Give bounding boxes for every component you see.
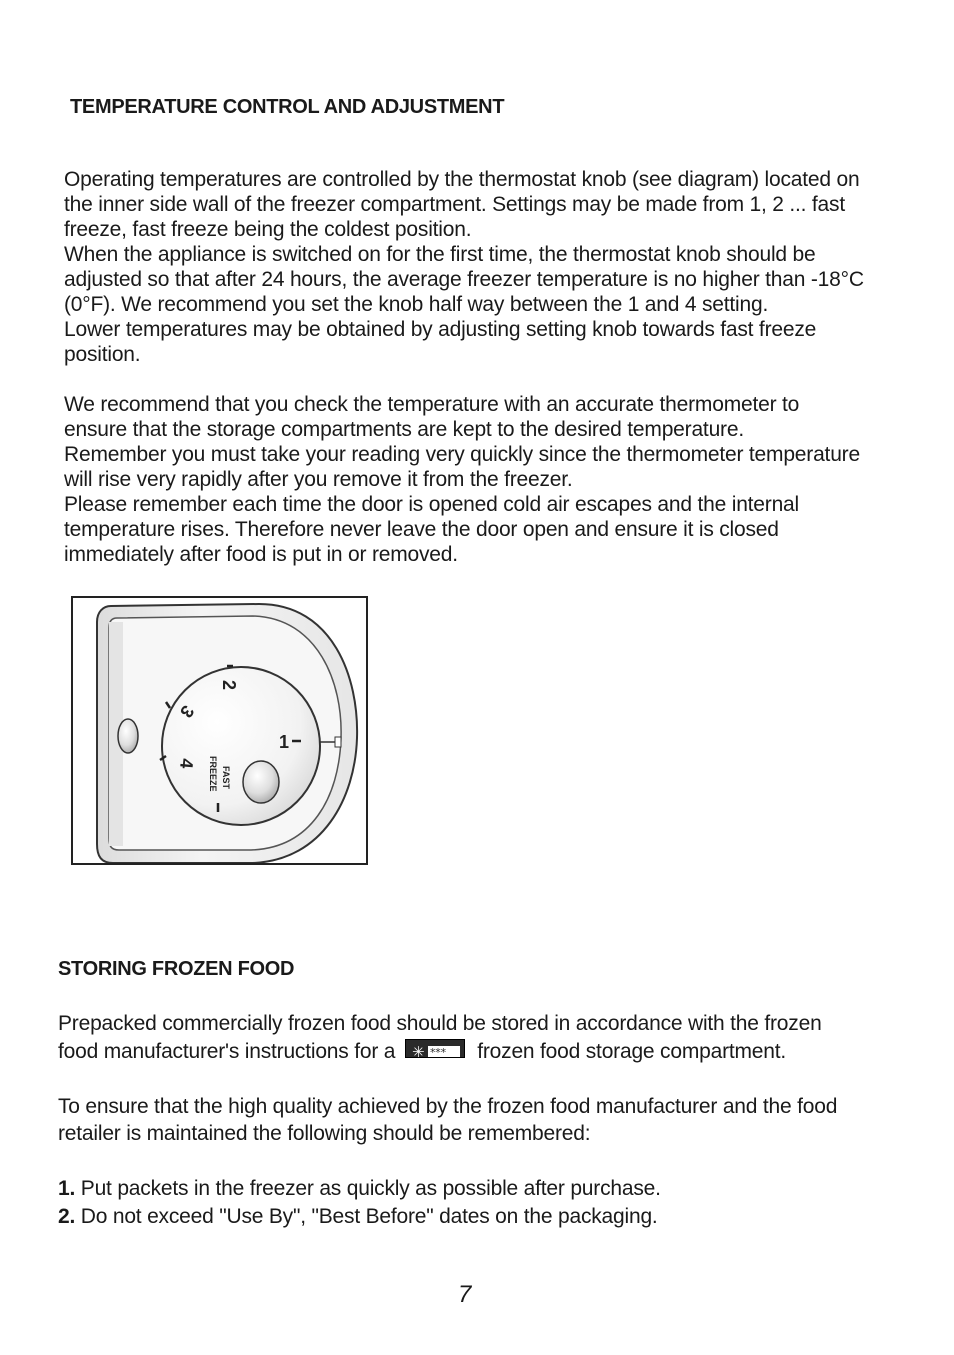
dial-label-3: 3 bbox=[175, 701, 199, 722]
four-star-freezer-icon bbox=[405, 1039, 465, 1058]
indicator-light bbox=[118, 719, 138, 753]
dial-label-fast: FAST bbox=[221, 766, 231, 790]
svg-text:***: *** bbox=[430, 1045, 447, 1059]
list-item bbox=[58, 1175, 858, 1203]
paragraph: Remember you must take your reading very quickly since the thermometer temperature will rise very rapidly after you remove it from the freezer. bbox=[64, 443, 860, 491]
intro-text-end: frozen food storage compartment. bbox=[477, 1039, 787, 1063]
paragraph: Lower temperatures may be obtained by adjusting setting knob towards fast freeze position. bbox=[64, 318, 817, 366]
temperature-text bbox=[64, 167, 864, 567]
dial-label-2: 2 bbox=[219, 680, 239, 691]
paragraph: Please remember each time the door is opened cold air escapes and the internal temperature rises. Therefore never leave the door open and ensure it is closed immediately after food is put in or removed. bbox=[64, 493, 800, 566]
thermostat-dial bbox=[162, 667, 320, 825]
page-number: 7 bbox=[458, 1281, 472, 1308]
thermostat-knob-illustration bbox=[73, 598, 366, 863]
svg-text:✳: ✳ bbox=[412, 1042, 425, 1060]
paragraph: To ensure that the high quality achieved by the frozen food manufacturer and the food retailer is maintained the following should be remembered: bbox=[58, 1094, 838, 1145]
thermostat-diagram bbox=[71, 596, 368, 865]
list-item bbox=[58, 1203, 858, 1231]
fast-freeze-button bbox=[243, 761, 279, 803]
paragraph: Operating temperatures are controlled by the thermostat knob (see diagram) located on the inner side wall of the freezer compartment. Settings may be made from 1, 2 ... fast freeze, fast freeze being the coldest position. bbox=[64, 168, 860, 241]
dial-label-4: 4 bbox=[176, 757, 197, 770]
paragraph: When the appliance is switched on for the first time, the thermostat knob should be adjusted so that after 24 hours, the average freezer temperature is no higher than -18°C (0°F). We recommend you set the knob half way between the 1 and 4 setting. bbox=[64, 243, 864, 316]
paragraph bbox=[58, 1010, 858, 1065]
intro-text: Prepacked commercially frozen food should be stored in accordance with the frozen food manufacturer's instructions for a bbox=[58, 1012, 822, 1063]
list-number: 1. bbox=[58, 1177, 76, 1200]
list-text: Do not exceed "Use By", "Best Before" dates on the packaging. bbox=[80, 1204, 658, 1228]
paragraph: We recommend that you check the temperature with an accurate thermometer to ensure that the storage compartments are kept to the desired temperature. bbox=[64, 393, 800, 441]
storing-text bbox=[58, 1010, 858, 1230]
section-title-storing: STORING FROZEN FOOD bbox=[58, 958, 295, 980]
section-title-temperature: TEMPERATURE CONTROL AND ADJUSTMENT bbox=[70, 96, 505, 118]
list-number: 2. bbox=[58, 1204, 76, 1228]
dial-label-freeze: FREEZE bbox=[208, 756, 218, 792]
list-text: Put packets in the freezer as quickly as possible after purchase. bbox=[80, 1177, 661, 1200]
dial-label-1: 1 bbox=[279, 732, 290, 752]
